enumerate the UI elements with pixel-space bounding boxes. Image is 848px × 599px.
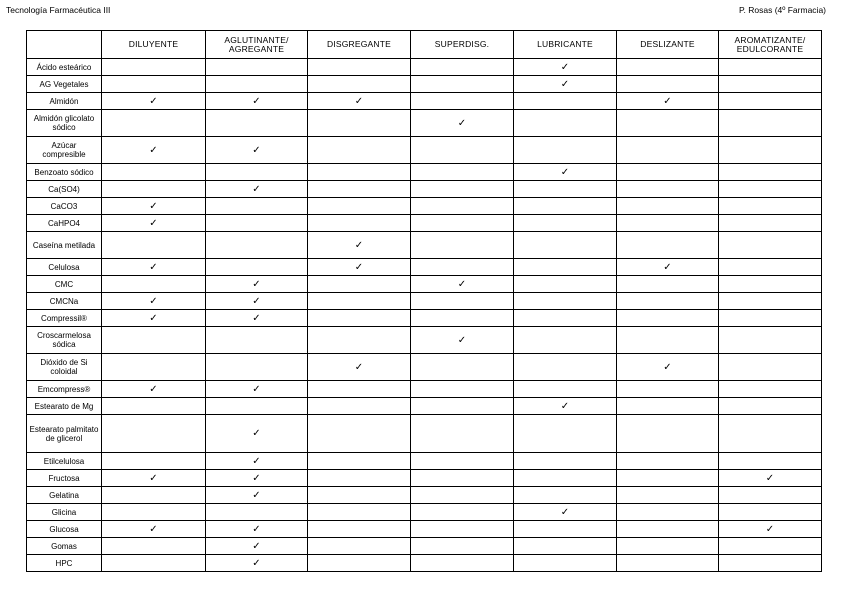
function-cell bbox=[514, 521, 617, 538]
function-cell bbox=[308, 137, 411, 164]
function-cell bbox=[308, 110, 411, 137]
excipient-name: Dióxido de Si coloidal bbox=[27, 354, 102, 381]
function-cell bbox=[102, 521, 206, 538]
function-cell bbox=[719, 555, 822, 572]
table-row bbox=[27, 521, 822, 538]
function-cell bbox=[308, 487, 411, 504]
function-cell bbox=[514, 487, 617, 504]
function-cell bbox=[719, 538, 822, 555]
table-row bbox=[27, 327, 822, 354]
function-cell bbox=[617, 310, 719, 327]
function-cell bbox=[514, 93, 617, 110]
checkmark-icon: ✓ bbox=[252, 278, 261, 290]
function-cell bbox=[719, 381, 822, 398]
function-cell bbox=[719, 293, 822, 310]
function-cell bbox=[719, 487, 822, 504]
function-cell bbox=[411, 538, 514, 555]
function-cell bbox=[102, 538, 206, 555]
function-cell bbox=[514, 215, 617, 232]
table-row bbox=[27, 198, 822, 215]
function-cell bbox=[514, 381, 617, 398]
function-cell bbox=[308, 398, 411, 415]
excipient-name: Glucosa bbox=[27, 521, 102, 538]
function-cell bbox=[411, 381, 514, 398]
function-cell bbox=[617, 293, 719, 310]
function-cell bbox=[617, 232, 719, 259]
function-cell bbox=[411, 198, 514, 215]
function-cell bbox=[719, 232, 822, 259]
function-cell bbox=[102, 415, 206, 453]
function-cell bbox=[206, 181, 308, 198]
function-cell bbox=[411, 354, 514, 381]
checkmark-icon: ✓ bbox=[149, 144, 158, 156]
function-cell bbox=[206, 327, 308, 354]
function-cell bbox=[719, 215, 822, 232]
function-cell bbox=[617, 59, 719, 76]
function-cell bbox=[308, 504, 411, 521]
function-cell bbox=[206, 276, 308, 293]
function-cell bbox=[617, 555, 719, 572]
checkmark-icon: ✓ bbox=[765, 472, 775, 484]
function-cell bbox=[411, 164, 514, 181]
table-row bbox=[27, 487, 822, 504]
function-cell bbox=[719, 470, 822, 487]
excipient-name: Ácido esteárico bbox=[27, 59, 102, 76]
excipient-name: Gelatina bbox=[27, 487, 102, 504]
excipient-name: Almidón glicolato sódico bbox=[27, 110, 102, 137]
function-cell bbox=[719, 76, 822, 93]
function-cell bbox=[102, 504, 206, 521]
table-row bbox=[27, 110, 822, 137]
table-row bbox=[27, 137, 822, 164]
checkmark-icon: ✓ bbox=[663, 261, 672, 273]
function-cell bbox=[514, 110, 617, 137]
function-cell bbox=[206, 164, 308, 181]
table-row bbox=[27, 93, 822, 110]
function-cell bbox=[308, 381, 411, 398]
checkmark-icon: ✓ bbox=[252, 95, 261, 107]
function-cell bbox=[514, 453, 617, 470]
column-header: DESLIZANTE bbox=[617, 31, 719, 59]
function-cell bbox=[514, 555, 617, 572]
function-cell bbox=[102, 164, 206, 181]
function-cell bbox=[102, 293, 206, 310]
function-cell bbox=[206, 59, 308, 76]
function-cell bbox=[206, 293, 308, 310]
function-cell bbox=[617, 398, 719, 415]
function-cell bbox=[617, 276, 719, 293]
function-cell bbox=[206, 198, 308, 215]
function-cell bbox=[206, 76, 308, 93]
column-header: DISGREGANTE bbox=[308, 31, 411, 59]
column-header: AGLUTINANTE/ AGREGANTE bbox=[206, 31, 308, 59]
function-cell bbox=[102, 93, 206, 110]
table-row bbox=[27, 215, 822, 232]
checkmark-icon: ✓ bbox=[252, 383, 261, 395]
function-cell bbox=[514, 232, 617, 259]
function-cell bbox=[411, 276, 514, 293]
excipient-name: Celulosa bbox=[27, 259, 102, 276]
checkmark-icon: ✓ bbox=[252, 144, 261, 156]
function-cell bbox=[514, 310, 617, 327]
function-cell bbox=[514, 538, 617, 555]
checkmark-icon: ✓ bbox=[252, 455, 261, 467]
column-header: AROMATIZANTE/ EDULCORANTE bbox=[719, 31, 822, 59]
excipient-name: Benzoato sódico bbox=[27, 164, 102, 181]
function-cell bbox=[308, 538, 411, 555]
function-cell bbox=[102, 327, 206, 354]
function-cell bbox=[617, 487, 719, 504]
function-cell bbox=[411, 487, 514, 504]
excipient-name: Ca(SO4) bbox=[27, 181, 102, 198]
checkmark-icon: ✓ bbox=[252, 312, 261, 324]
function-cell bbox=[617, 538, 719, 555]
function-cell bbox=[308, 181, 411, 198]
excipient-name: Etilcelulosa bbox=[27, 453, 102, 470]
function-cell bbox=[206, 453, 308, 470]
excipient-name: Azúcar compresible bbox=[27, 137, 102, 164]
function-cell bbox=[102, 276, 206, 293]
excipient-name: Gomas bbox=[27, 538, 102, 555]
checkmark-icon: ✓ bbox=[149, 261, 158, 273]
checkmark-icon: ✓ bbox=[560, 166, 570, 178]
checkmark-icon: ✓ bbox=[457, 278, 467, 290]
checkmark-icon: ✓ bbox=[149, 200, 158, 212]
function-cell bbox=[102, 310, 206, 327]
function-cell bbox=[102, 453, 206, 470]
function-cell bbox=[102, 215, 206, 232]
function-cell bbox=[514, 470, 617, 487]
function-cell bbox=[719, 415, 822, 453]
function-cell bbox=[102, 137, 206, 164]
function-cell bbox=[308, 310, 411, 327]
function-cell bbox=[411, 137, 514, 164]
checkmark-icon: ✓ bbox=[354, 95, 364, 107]
function-cell bbox=[206, 215, 308, 232]
table-header-row bbox=[27, 31, 822, 59]
checkmark-icon: ✓ bbox=[252, 295, 261, 307]
function-cell bbox=[719, 198, 822, 215]
checkmark-icon: ✓ bbox=[149, 217, 158, 229]
function-cell bbox=[308, 276, 411, 293]
excipient-name: Estearato palmitato de glicerol bbox=[27, 415, 102, 453]
table-row bbox=[27, 293, 822, 310]
excipient-name: CaCO3 bbox=[27, 198, 102, 215]
checkmark-icon: ✓ bbox=[252, 489, 261, 501]
excipient-name: HPC bbox=[27, 555, 102, 572]
function-cell bbox=[719, 59, 822, 76]
function-cell bbox=[719, 327, 822, 354]
function-cell bbox=[411, 76, 514, 93]
function-cell bbox=[411, 453, 514, 470]
function-cell bbox=[411, 555, 514, 572]
table-row bbox=[27, 259, 822, 276]
table-row bbox=[27, 181, 822, 198]
function-cell bbox=[617, 453, 719, 470]
function-cell bbox=[617, 181, 719, 198]
function-cell bbox=[102, 259, 206, 276]
function-cell bbox=[514, 415, 617, 453]
column-header: SUPERDISG. bbox=[411, 31, 514, 59]
checkmark-icon: ✓ bbox=[663, 361, 672, 373]
checkmark-icon: ✓ bbox=[252, 183, 261, 195]
excipient-name: Compressil® bbox=[27, 310, 102, 327]
function-cell bbox=[617, 76, 719, 93]
table-row bbox=[27, 354, 822, 381]
excipient-name: Fructosa bbox=[27, 470, 102, 487]
function-cell bbox=[308, 293, 411, 310]
function-cell bbox=[617, 470, 719, 487]
function-cell bbox=[102, 354, 206, 381]
function-cell bbox=[617, 354, 719, 381]
checkmark-icon: ✓ bbox=[149, 312, 158, 324]
function-cell bbox=[308, 215, 411, 232]
function-cell bbox=[617, 381, 719, 398]
function-cell bbox=[719, 310, 822, 327]
function-cell bbox=[411, 504, 514, 521]
function-cell bbox=[206, 381, 308, 398]
excipient-name: Glicina bbox=[27, 504, 102, 521]
checkmark-icon: ✓ bbox=[252, 472, 261, 484]
excipient-name: CaHPO4 bbox=[27, 215, 102, 232]
excipient-name: Estearato de Mg bbox=[27, 398, 102, 415]
function-cell bbox=[719, 354, 822, 381]
function-cell bbox=[411, 470, 514, 487]
checkmark-icon: ✓ bbox=[149, 472, 158, 484]
function-cell bbox=[514, 198, 617, 215]
function-cell bbox=[514, 59, 617, 76]
checkmark-icon: ✓ bbox=[765, 523, 775, 535]
function-cell bbox=[206, 310, 308, 327]
function-cell bbox=[411, 215, 514, 232]
function-cell bbox=[719, 398, 822, 415]
function-cell bbox=[514, 504, 617, 521]
checkmark-icon: ✓ bbox=[354, 239, 364, 251]
function-cell bbox=[102, 232, 206, 259]
checkmark-icon: ✓ bbox=[354, 261, 364, 273]
header-corner-cell bbox=[27, 31, 102, 59]
function-cell bbox=[206, 93, 308, 110]
function-cell bbox=[411, 93, 514, 110]
function-cell bbox=[514, 293, 617, 310]
function-cell bbox=[411, 259, 514, 276]
function-cell bbox=[102, 487, 206, 504]
table-row bbox=[27, 398, 822, 415]
checkmark-icon: ✓ bbox=[560, 400, 570, 412]
function-cell bbox=[411, 232, 514, 259]
checkmark-icon: ✓ bbox=[149, 383, 158, 395]
excipient-name: Emcompress® bbox=[27, 381, 102, 398]
function-cell bbox=[102, 181, 206, 198]
checkmark-icon: ✓ bbox=[457, 334, 467, 346]
table-row bbox=[27, 555, 822, 572]
checkmark-icon: ✓ bbox=[252, 557, 261, 569]
function-cell bbox=[206, 398, 308, 415]
function-cell bbox=[102, 398, 206, 415]
function-cell bbox=[308, 453, 411, 470]
function-cell bbox=[514, 164, 617, 181]
table-row bbox=[27, 76, 822, 93]
table-body bbox=[27, 59, 822, 572]
function-cell bbox=[411, 310, 514, 327]
function-cell bbox=[617, 327, 719, 354]
function-cell bbox=[308, 232, 411, 259]
function-cell bbox=[617, 504, 719, 521]
function-cell bbox=[206, 555, 308, 572]
column-header: DILUYENTE bbox=[102, 31, 206, 59]
function-cell bbox=[617, 198, 719, 215]
excipient-name: CMCNa bbox=[27, 293, 102, 310]
function-cell bbox=[206, 538, 308, 555]
function-cell bbox=[411, 110, 514, 137]
table-row bbox=[27, 232, 822, 259]
function-cell bbox=[308, 164, 411, 181]
function-cell bbox=[719, 137, 822, 164]
function-cell bbox=[719, 453, 822, 470]
table-row bbox=[27, 470, 822, 487]
table-row bbox=[27, 538, 822, 555]
function-cell bbox=[102, 110, 206, 137]
function-cell bbox=[206, 137, 308, 164]
function-cell bbox=[102, 470, 206, 487]
function-cell bbox=[102, 555, 206, 572]
function-cell bbox=[308, 521, 411, 538]
function-cell bbox=[308, 555, 411, 572]
table-row bbox=[27, 504, 822, 521]
function-cell bbox=[514, 259, 617, 276]
function-cell bbox=[206, 521, 308, 538]
checkmark-icon: ✓ bbox=[149, 95, 158, 107]
function-cell bbox=[308, 259, 411, 276]
checkmark-icon: ✓ bbox=[560, 78, 570, 90]
checkmark-icon: ✓ bbox=[560, 61, 570, 73]
function-cell bbox=[308, 93, 411, 110]
function-cell bbox=[308, 470, 411, 487]
function-cell bbox=[411, 398, 514, 415]
function-cell bbox=[617, 215, 719, 232]
function-cell bbox=[411, 59, 514, 76]
checkmark-icon: ✓ bbox=[560, 506, 570, 518]
excipient-name: Almidón bbox=[27, 93, 102, 110]
checkmark-icon: ✓ bbox=[354, 361, 364, 373]
function-cell bbox=[719, 93, 822, 110]
function-cell bbox=[206, 487, 308, 504]
function-cell bbox=[102, 76, 206, 93]
function-cell bbox=[514, 181, 617, 198]
document-author: P. Rosas (4º Farmacia) bbox=[738, 5, 826, 15]
excipient-name: Croscarmelosa sódica bbox=[27, 327, 102, 354]
table-row bbox=[27, 415, 822, 453]
function-cell bbox=[308, 198, 411, 215]
function-cell bbox=[411, 293, 514, 310]
function-cell bbox=[206, 259, 308, 276]
function-cell bbox=[617, 110, 719, 137]
function-cell bbox=[102, 59, 206, 76]
checkmark-icon: ✓ bbox=[252, 428, 261, 439]
function-cell bbox=[719, 521, 822, 538]
table-row bbox=[27, 59, 822, 76]
table-row bbox=[27, 453, 822, 470]
function-cell bbox=[206, 470, 308, 487]
function-cell bbox=[617, 415, 719, 453]
function-cell bbox=[617, 521, 719, 538]
function-cell bbox=[206, 354, 308, 381]
checkmark-icon: ✓ bbox=[252, 540, 261, 552]
table-row bbox=[27, 164, 822, 181]
column-header: LUBRICANTE bbox=[514, 31, 617, 59]
function-cell bbox=[308, 59, 411, 76]
function-cell bbox=[719, 164, 822, 181]
function-cell bbox=[719, 181, 822, 198]
function-cell bbox=[617, 259, 719, 276]
function-cell bbox=[308, 327, 411, 354]
document-course-title: Tecnología Farmacéutica III bbox=[6, 5, 111, 15]
excipient-name: AG Vegetales bbox=[27, 76, 102, 93]
excipient-function-table bbox=[26, 30, 822, 572]
excipient-name: Caseína metilada bbox=[27, 232, 102, 259]
function-cell bbox=[206, 232, 308, 259]
function-cell bbox=[719, 504, 822, 521]
function-cell bbox=[411, 521, 514, 538]
function-cell bbox=[514, 398, 617, 415]
function-cell bbox=[617, 164, 719, 181]
function-cell bbox=[617, 137, 719, 164]
function-cell bbox=[514, 354, 617, 381]
checkmark-icon: ✓ bbox=[149, 295, 158, 307]
function-cell bbox=[102, 381, 206, 398]
function-cell bbox=[514, 76, 617, 93]
table-row bbox=[27, 310, 822, 327]
function-cell bbox=[206, 415, 308, 453]
checkmark-icon: ✓ bbox=[457, 117, 467, 129]
function-cell bbox=[514, 137, 617, 164]
function-cell bbox=[617, 93, 719, 110]
function-cell bbox=[514, 276, 617, 293]
function-cell bbox=[308, 76, 411, 93]
function-cell bbox=[719, 259, 822, 276]
function-cell bbox=[206, 110, 308, 137]
function-cell bbox=[102, 198, 206, 215]
function-cell bbox=[411, 181, 514, 198]
checkmark-icon: ✓ bbox=[252, 523, 261, 535]
table-row bbox=[27, 276, 822, 293]
function-cell bbox=[411, 327, 514, 354]
function-cell bbox=[308, 415, 411, 453]
excipient-name: CMC bbox=[27, 276, 102, 293]
function-cell bbox=[411, 415, 514, 453]
function-cell bbox=[514, 327, 617, 354]
checkmark-icon: ✓ bbox=[149, 523, 158, 535]
checkmark-icon: ✓ bbox=[663, 95, 672, 107]
function-cell bbox=[719, 110, 822, 137]
table-row bbox=[27, 381, 822, 398]
function-cell bbox=[206, 504, 308, 521]
function-cell bbox=[308, 354, 411, 381]
function-cell bbox=[719, 276, 822, 293]
